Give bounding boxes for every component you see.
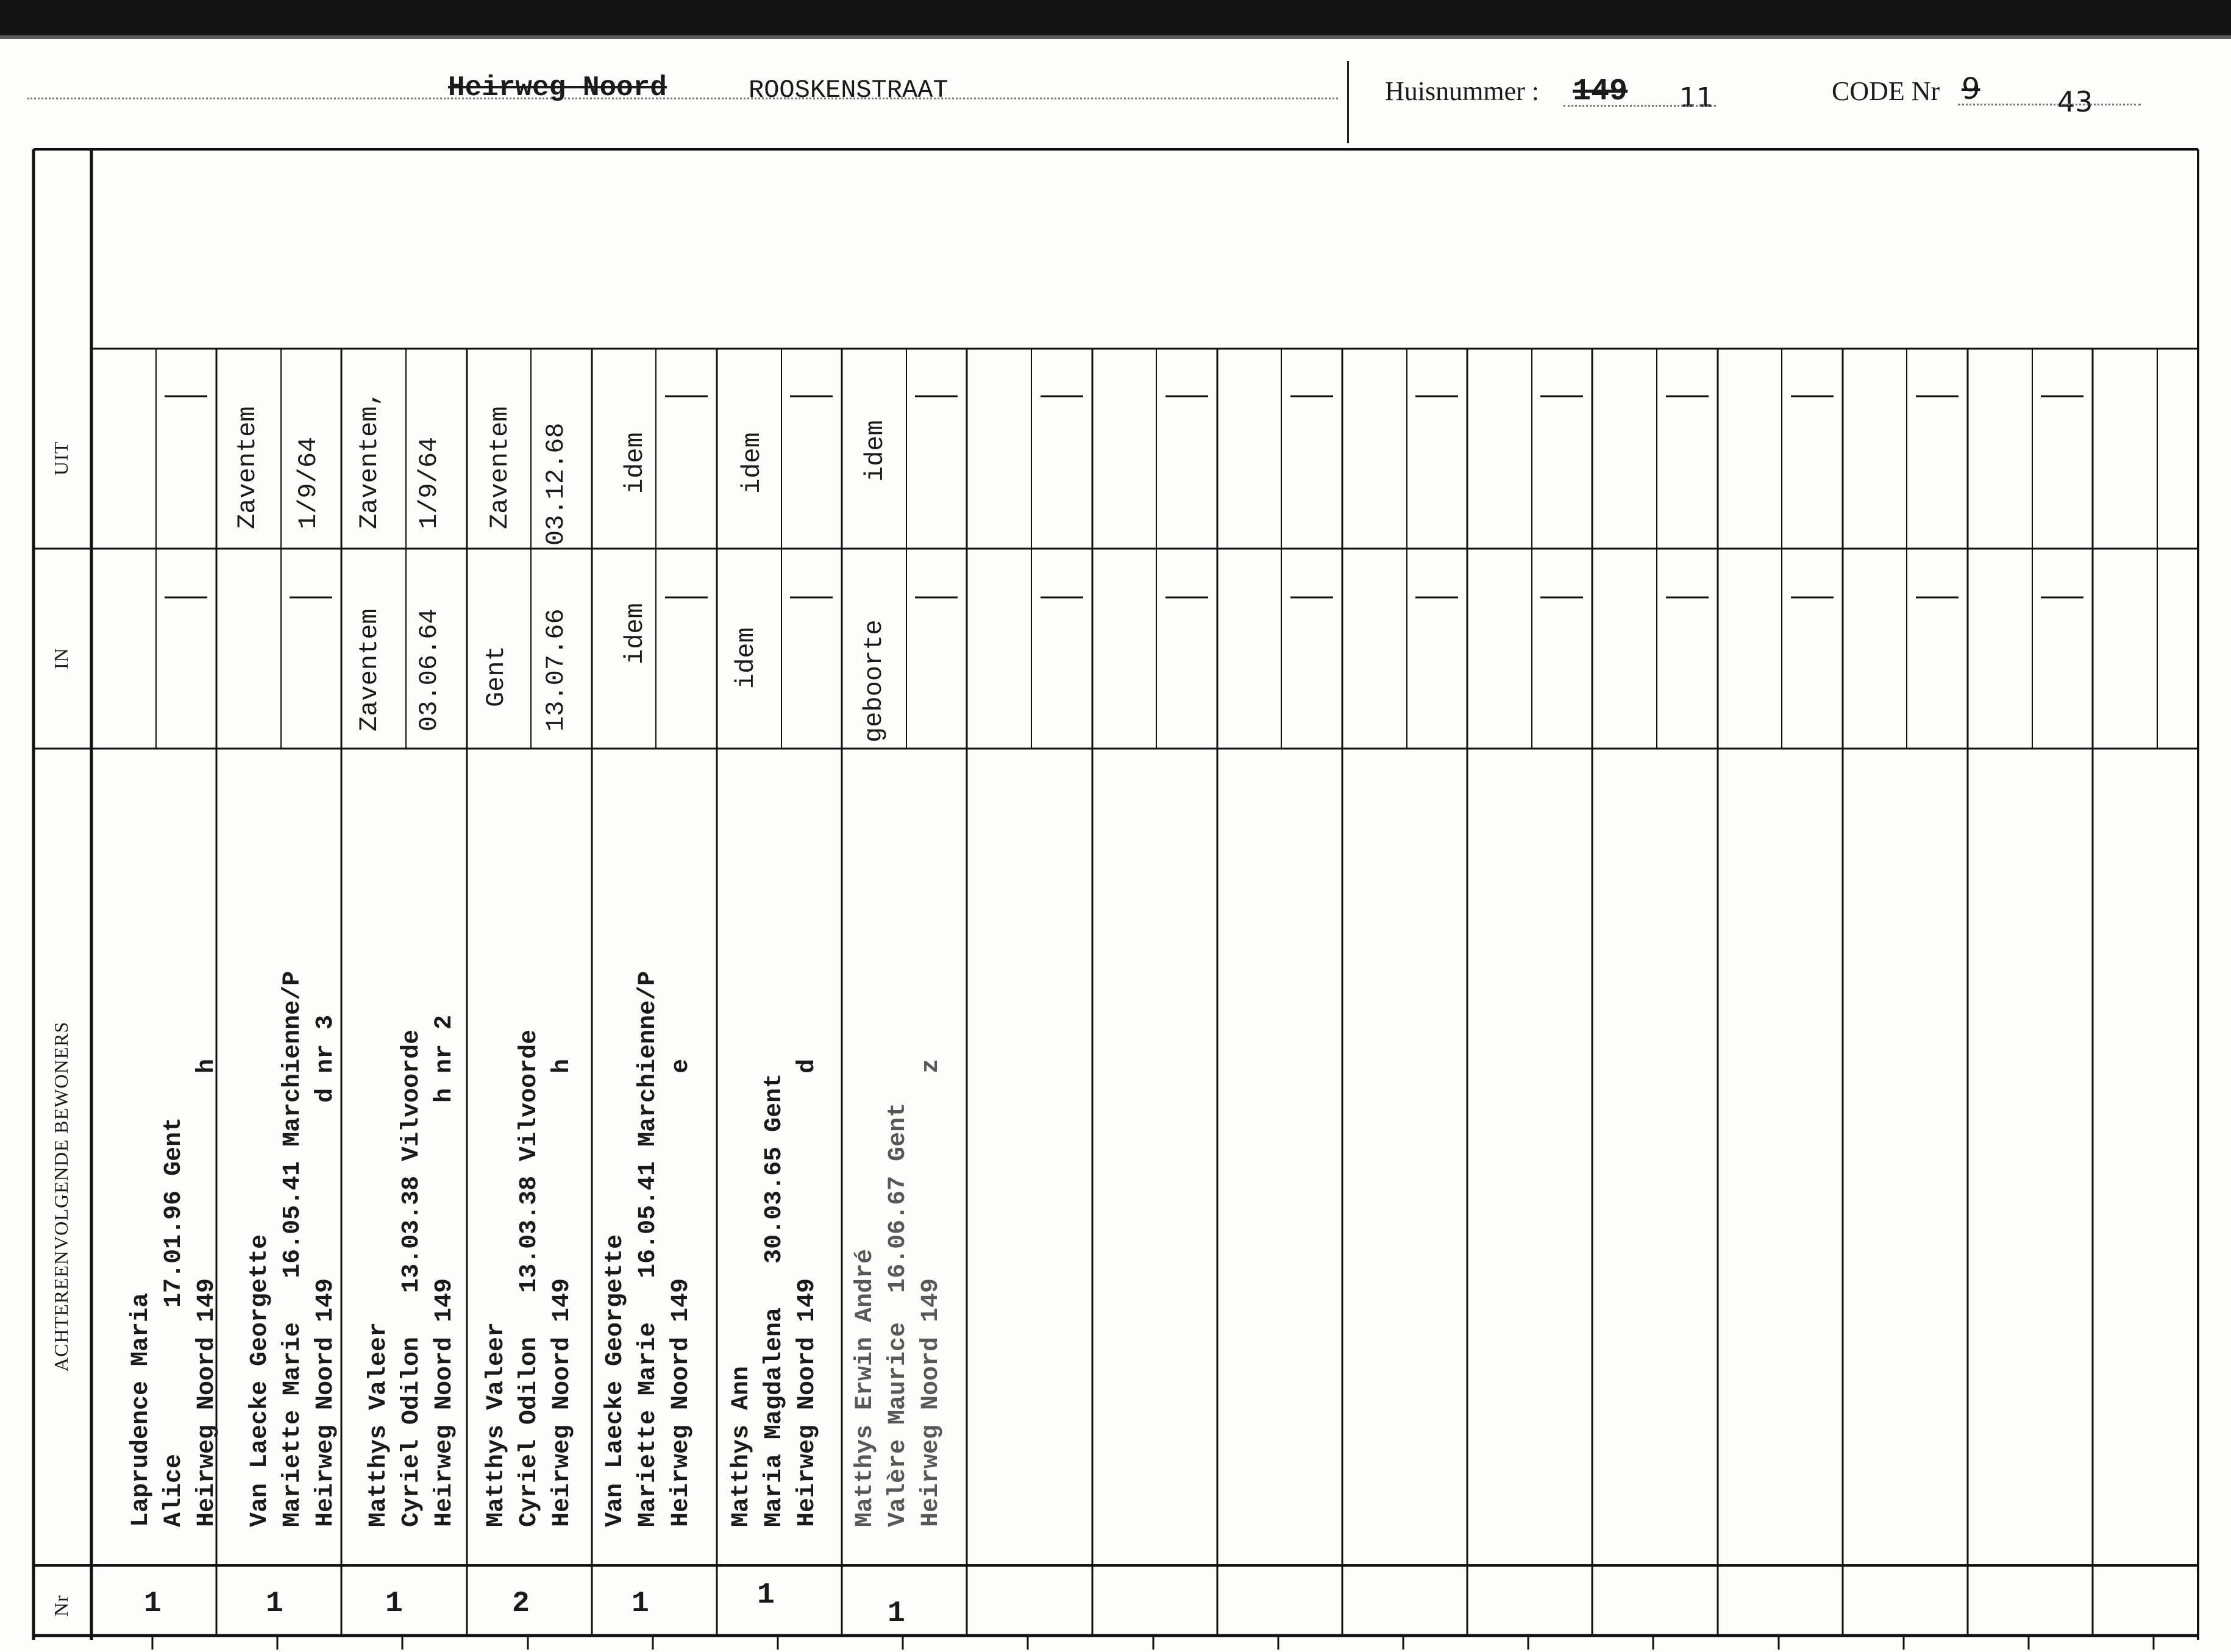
resident-firstnames-birth: Mariette Marie 16.05.41 Marchienne/P	[635, 970, 662, 1527]
resident-surname: Matthys Erwin André	[852, 1248, 879, 1527]
resident-entry	[725, 1059, 824, 1527]
resident-address: Heirweg Noord 149 z	[917, 1058, 945, 1527]
resident-address: Heirweg Noord 149 h	[549, 1058, 576, 1527]
uit-date: 03.12.68	[541, 422, 571, 546]
label-in: IN	[50, 647, 72, 669]
house-number-new: 11	[1679, 82, 1713, 113]
resident-firstnames-birth: Cyriel Odilon 13.03.38 Vilvoorde	[398, 1029, 425, 1527]
resident-nr: 1	[632, 1587, 649, 1620]
resident-entry	[363, 1015, 461, 1527]
uit-date: 1/9/64	[415, 436, 444, 529]
in-place: idem	[621, 603, 650, 664]
label-nr: Nr	[50, 1595, 72, 1617]
in-date: 13.07.66	[541, 608, 571, 732]
house-number-label: Huisnummer :	[1385, 76, 1539, 106]
street-new-name: ROOSKENSTRAAT	[749, 76, 948, 105]
resident-firstnames-birth: Mariette Marie 16.05.41 Marchienne/P	[279, 970, 307, 1527]
resident-entry	[125, 1059, 224, 1527]
resident-firstnames-birth: Cyriel Odilon 13.03.38 Vilvoorde	[516, 1029, 543, 1527]
resident-surname: Matthys Valeer	[365, 1322, 393, 1527]
resident-address: Heirweg Noord 149 h	[193, 1058, 221, 1527]
code-label: CODE Nr	[1832, 76, 1940, 106]
in-place: idem	[731, 627, 761, 689]
resident-nr: 1	[385, 1587, 403, 1620]
resident-surname: Laprudence Maria	[127, 1292, 155, 1527]
uit-place: Zaventem	[485, 406, 514, 529]
resident-nr: 2	[512, 1587, 530, 1620]
resident-nr: 1	[266, 1587, 283, 1620]
resident-address: Heirweg Noord 149 h nr 2	[431, 1014, 458, 1527]
resident-address: Heirweg Noord 149 d	[794, 1058, 821, 1527]
uit-place: Zaventem	[233, 406, 262, 529]
code-number-new: 43	[2057, 85, 2093, 118]
resident-surname: Van Laecke Georgette	[246, 1234, 274, 1527]
code-number-old: 9	[1962, 72, 1980, 106]
resident-surname: Van Laecke Georgette	[602, 1234, 629, 1527]
label-uit: UIT	[50, 441, 72, 475]
in-date: 03.06.64	[415, 608, 444, 732]
resident-nr: 1	[144, 1587, 162, 1620]
resident-entry	[849, 1059, 948, 1527]
street-old-name: Heirweg Noord	[448, 72, 667, 104]
house-number-old: 149	[1573, 74, 1628, 109]
label-bewoners: ACHTEREENVOLGENDE BEWONERS	[50, 1021, 72, 1372]
uit-place: idem	[861, 420, 890, 482]
uit-date: 1/9/64	[294, 436, 323, 529]
resident-surname: Matthys Valeer	[483, 1322, 510, 1527]
resident-entry	[599, 971, 698, 1527]
resident-firstnames-birth: Maria Magdalena 30.03.65 Gent	[761, 1073, 788, 1527]
in-place: geboorte	[859, 619, 889, 742]
resident-nr: 1	[757, 1579, 775, 1612]
resident-entry	[244, 971, 343, 1527]
resident-address: Heirweg Noord 149 d nr 3	[312, 1014, 340, 1527]
resident-entry	[480, 1030, 579, 1527]
resident-firstnames-birth: Valère Maurice 16.06.67 Gent	[884, 1102, 912, 1527]
resident-nr: 1	[888, 1597, 905, 1630]
resident-surname: Matthys Ann	[728, 1365, 755, 1527]
resident-firstnames-birth: Alice 17.01.96 Gent	[160, 1117, 188, 1527]
uit-place: idem	[621, 432, 650, 494]
in-place: Zaventem	[355, 608, 384, 732]
in-place: Gent	[482, 646, 511, 707]
uit-place: Zaventem,	[355, 391, 384, 529]
resident-address: Heirweg Noord 149 e	[667, 1058, 695, 1527]
uit-place: idem	[738, 432, 767, 494]
